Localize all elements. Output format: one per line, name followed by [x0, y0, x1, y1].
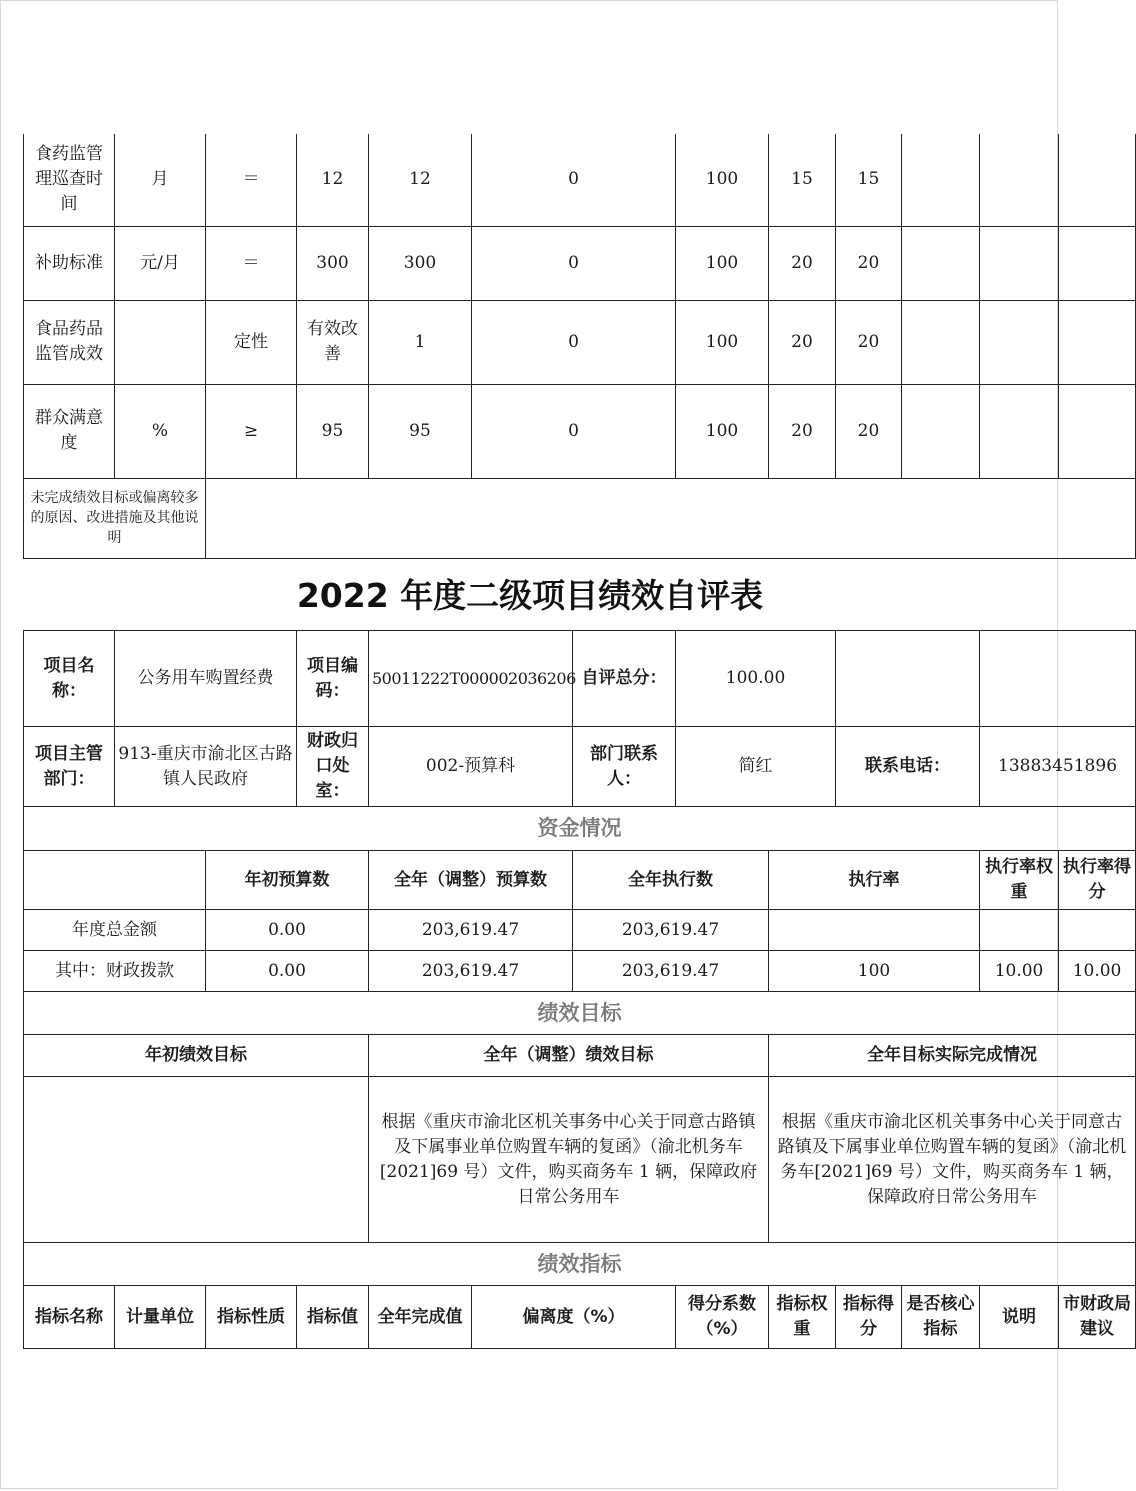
funds-adjusted: 203,619.47 [369, 951, 573, 992]
indicator-coef: 100 [676, 384, 769, 478]
contact-label: 部门联系人： [573, 727, 676, 807]
indicators-header: 偏离度（%） [472, 1286, 676, 1349]
indicator-suggestion [1059, 384, 1136, 478]
indicator-name: 食药监管理巡查时间 [24, 134, 115, 226]
table-row [24, 1243, 1136, 1286]
funds-executed: 203,619.47 [573, 951, 769, 992]
goals-adjusted: 根据《重庆市渝北区机关事务中心关于同意古路镇及下属事业单位购置车辆的复函》（渝北机务车[2021]69 号）文件，购买商务车 1 辆，保障政府日常公务用车 [369, 1077, 769, 1243]
funds-row-label: 年度总金额 [24, 910, 206, 951]
table-row [24, 300, 1136, 384]
indicators-header: 说明 [980, 1286, 1059, 1349]
self-evaluation-table [23, 630, 1136, 1349]
finance-value: 002-预算科 [369, 727, 573, 807]
indicator-value: 300 [297, 226, 369, 300]
indicator-actual: 1 [369, 300, 472, 384]
indicator-core [902, 226, 980, 300]
funds-initial: 0.00 [206, 910, 369, 951]
unfinished-content [206, 478, 1136, 558]
indicator-name: 补助标准 [24, 226, 115, 300]
indicator-value: 95 [297, 384, 369, 478]
table-row [24, 1286, 1136, 1349]
indicator-score: 20 [836, 226, 902, 300]
indicator-actual: 300 [369, 226, 472, 300]
table-row [24, 727, 1136, 807]
total-score-label: 自评总分： [573, 631, 676, 727]
dept-label: 项目主管部门： [24, 727, 115, 807]
indicators-header: 指标得分 [836, 1286, 902, 1349]
table-row [24, 134, 1136, 226]
project-name-value: 公务用车购置经费 [115, 631, 297, 727]
indicator-weight: 15 [769, 134, 836, 226]
table-row [24, 851, 1136, 910]
indicators-header: 是否核心指标 [902, 1286, 980, 1349]
funds-rate: 100 [769, 951, 980, 992]
dept-value: 913-重庆市渝北区古路镇人民政府 [115, 727, 297, 807]
page-title: 2022 年度二级项目绩效自评表 [296, 576, 764, 615]
funds-header: 全年执行数 [573, 851, 769, 910]
funds-weight [980, 910, 1059, 951]
project-name-label: 项目名称： [24, 631, 115, 727]
blank-cell [836, 631, 980, 727]
indicators-header: 指标值 [297, 1286, 369, 1349]
indicator-name: 食品药品监管成效 [24, 300, 115, 384]
goals-header: 全年（调整）绩效目标 [369, 1035, 769, 1077]
indicator-unit: 元/月 [115, 226, 206, 300]
goals-header: 全年目标实际完成情况 [769, 1035, 1136, 1077]
funds-header: 全年（调整）预算数 [369, 851, 573, 910]
indicators-section-heading: 绩效指标 [24, 1243, 1136, 1286]
indicator-nature: ≥ [206, 384, 297, 478]
phone-value: 13883451896 [980, 727, 1136, 807]
indicators-header: 指标权重 [769, 1286, 836, 1349]
indicator-note [980, 134, 1059, 226]
indicator-deviation: 0 [472, 226, 676, 300]
indicator-unit [115, 300, 206, 384]
indicator-note [980, 300, 1059, 384]
funds-header: 执行率权重 [980, 851, 1059, 910]
table-row [24, 1077, 1136, 1243]
indicator-coef: 100 [676, 300, 769, 384]
funds-rate [769, 910, 980, 951]
indicator-nature: ＝ [206, 226, 297, 300]
finance-label: 财政归口处室： [297, 727, 369, 807]
indicators-header: 市财政局建议 [1059, 1286, 1136, 1349]
table-row [24, 478, 1136, 558]
indicators-header: 全年完成值 [369, 1286, 472, 1349]
indicator-weight: 20 [769, 384, 836, 478]
indicator-unit: % [115, 384, 206, 478]
indicator-core [902, 134, 980, 226]
indicator-value: 有效改善 [297, 300, 369, 384]
indicator-note [980, 226, 1059, 300]
table-row [24, 951, 1136, 992]
indicator-deviation: 0 [472, 384, 676, 478]
indicator-suggestion [1059, 300, 1136, 384]
indicator-unit: 月 [115, 134, 206, 226]
indicators-header: 指标性质 [206, 1286, 297, 1349]
indicator-deviation: 0 [472, 300, 676, 384]
goals-section-heading: 绩效目标 [24, 992, 1136, 1035]
indicator-nature: ＝ [206, 134, 297, 226]
goals-actual: 根据《重庆市渝北区机关事务中心关于同意古路镇及下属事业单位购置车辆的复函》（渝北机务车[2021]69 号）文件，购买商务车 1 辆，保障政府日常公务用车 [769, 1077, 1136, 1243]
table-row [24, 807, 1136, 851]
indicator-actual: 12 [369, 134, 472, 226]
funds-executed: 203,619.47 [573, 910, 769, 951]
funds-header: 执行率 [769, 851, 980, 910]
funds-score: 10.00 [1059, 951, 1136, 992]
unfinished-label: 未完成绩效目标或偏离较多的原因、改进措施及其他说明 [24, 478, 206, 558]
indicator-name: 群众满意度 [24, 384, 115, 478]
phone-label: 联系电话： [836, 727, 980, 807]
table-row [24, 226, 1136, 300]
goals-header: 年初绩效目标 [24, 1035, 369, 1077]
funds-initial: 0.00 [206, 951, 369, 992]
indicator-weight: 20 [769, 226, 836, 300]
indicator-coef: 100 [676, 226, 769, 300]
indicator-deviation: 0 [472, 134, 676, 226]
indicator-weight: 20 [769, 300, 836, 384]
table-row [24, 910, 1136, 951]
total-score-value: 100.00 [676, 631, 836, 727]
indicator-actual: 95 [369, 384, 472, 478]
funds-weight: 10.00 [980, 951, 1059, 992]
funds-row-label: 其中：财政拨款 [24, 951, 206, 992]
table-row [24, 384, 1136, 478]
indicator-core [902, 384, 980, 478]
contact-value: 简红 [676, 727, 836, 807]
indicator-table-continued [23, 134, 1136, 559]
indicator-score: 20 [836, 300, 902, 384]
blank-cell [980, 631, 1136, 727]
table-row [24, 631, 1136, 727]
indicator-coef: 100 [676, 134, 769, 226]
goals-initial [24, 1077, 369, 1243]
funds-header-blank [24, 851, 206, 910]
indicator-nature: 定性 [206, 300, 297, 384]
funds-adjusted: 203,619.47 [369, 910, 573, 951]
table-row [24, 1035, 1136, 1077]
indicator-score: 20 [836, 384, 902, 478]
indicators-header: 指标名称 [24, 1286, 115, 1349]
project-code-label: 项目编码： [297, 631, 369, 727]
indicator-note [980, 384, 1059, 478]
funds-header: 年初预算数 [206, 851, 369, 910]
funds-section-heading: 资金情况 [24, 807, 1136, 851]
funds-score [1059, 910, 1136, 951]
indicator-suggestion [1059, 134, 1136, 226]
indicator-core [902, 300, 980, 384]
indicators-header: 得分系数（%） [676, 1286, 769, 1349]
indicator-score: 15 [836, 134, 902, 226]
table-row [24, 992, 1136, 1035]
indicators-header: 计量单位 [115, 1286, 206, 1349]
project-code-value: 50011222T000002036206 [369, 631, 573, 727]
funds-header: 执行率得分 [1059, 851, 1136, 910]
indicator-suggestion [1059, 226, 1136, 300]
indicator-value: 12 [297, 134, 369, 226]
